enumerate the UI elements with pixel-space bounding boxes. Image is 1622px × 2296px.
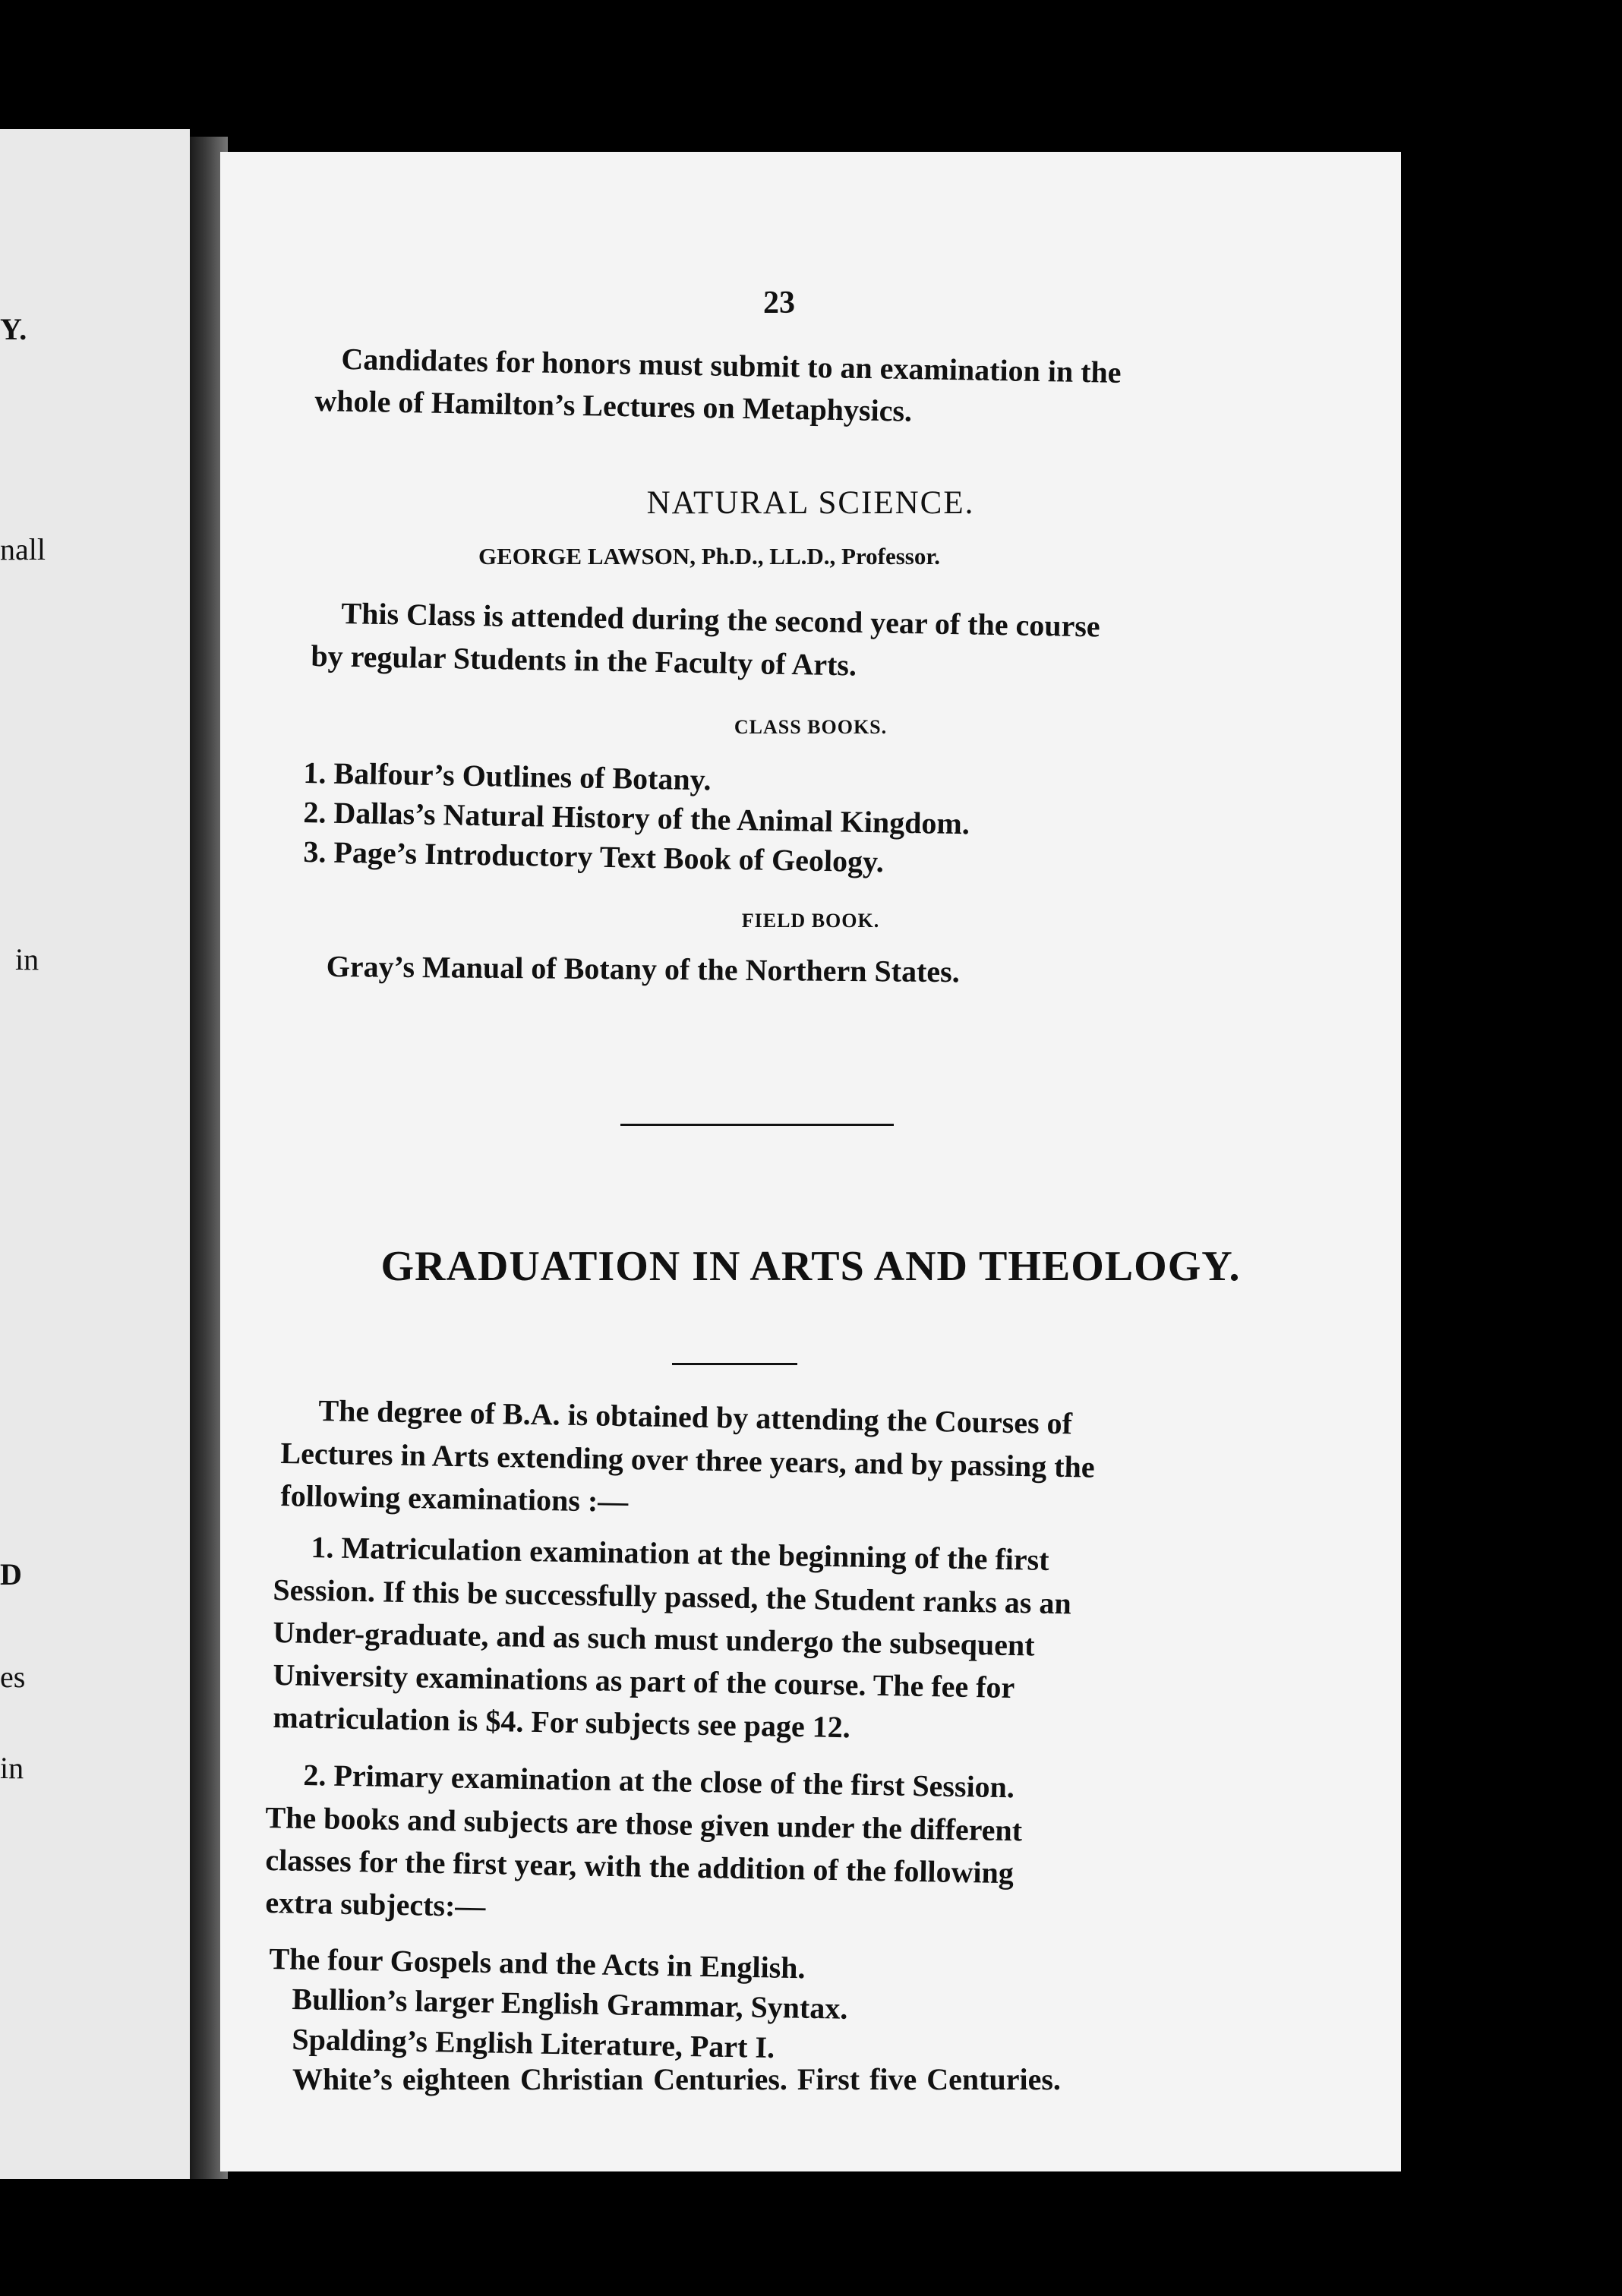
paragraph-line: The books and subjects are those given under the different bbox=[265, 1799, 1023, 1848]
subject-item: Spalding’s English Literature, Part I. bbox=[292, 2021, 775, 2065]
field-book-item: Gray’s Manual of Botany of the Northern States. bbox=[326, 948, 960, 989]
paragraph-line: Under-graduate, and as such must undergo the subsequent bbox=[273, 1614, 1035, 1663]
paragraph-line: University examinations as part of the course. The fee for bbox=[273, 1657, 1015, 1705]
field-book-heading: FIELD BOOK. bbox=[741, 910, 880, 932]
subject-item: White’s eighteen Christian Centuries. First five Centuries. bbox=[292, 2062, 1061, 2096]
page-number: 23 bbox=[763, 285, 795, 320]
class-book-item: 1. Balfour’s Outlines of Botany. bbox=[303, 755, 712, 797]
paragraph-line: The degree of B.A. is obtained by attending the Courses of bbox=[318, 1392, 1073, 1441]
facing-page-text: nall bbox=[0, 532, 46, 566]
subject-item: Bullion’s larger English Grammar, Syntax. bbox=[292, 1981, 848, 2026]
facing-page-text: es bbox=[0, 1660, 26, 1694]
section-title-natural-science: NATURAL SCIENCE. bbox=[646, 485, 975, 521]
professor-line: GEORGE LAWSON, Ph.D., LL.D., Professor. bbox=[478, 543, 941, 569]
paragraph-line: 2. Primary examination at the close of the first Session. bbox=[303, 1757, 1015, 1805]
facing-page-fragment bbox=[0, 129, 190, 2179]
section-divider bbox=[620, 1124, 894, 1126]
paragraph-line: Session. If this be successfully passed, the Student ranks as an bbox=[273, 1572, 1072, 1621]
facing-page-text: in bbox=[0, 1751, 24, 1785]
class-book-item: 2. Dallas’s Natural History of the Animal Kingdom. bbox=[303, 794, 970, 841]
class-book-item: 3. Page’s Introductory Text Book of Geology. bbox=[303, 834, 885, 879]
facing-page-text: in bbox=[15, 942, 39, 976]
facing-page-text: Y. bbox=[0, 312, 27, 346]
paragraph-line: by regular Students in the Faculty of Arts. bbox=[311, 638, 857, 683]
book-page bbox=[220, 152, 1401, 2171]
paragraph-line: Lectures in Arts extending over three years, and by passing the bbox=[280, 1435, 1095, 1484]
paragraph-line: following examinations :— bbox=[280, 1478, 629, 1519]
paragraph-line: 1. Matriculation examination at the beginning of the first bbox=[311, 1529, 1049, 1577]
facing-page-text: D bbox=[0, 1557, 22, 1591]
paragraph-line: classes for the first year, with the addition of the following bbox=[265, 1842, 1015, 1891]
intro-line: whole of Hamilton’s Lectures on Metaphysics. bbox=[314, 383, 913, 428]
intro-line: Candidates for honors must submit to an examination in the bbox=[341, 341, 1122, 390]
subject-item: The four Gospels and the Acts in English. bbox=[269, 1941, 806, 1985]
paragraph-line: matriculation is $4. For subjects see page 12. bbox=[273, 1699, 851, 1745]
paragraph-line: extra subjects:— bbox=[265, 1884, 486, 1924]
paragraph-line: This Class is attended during the second year of the course bbox=[341, 595, 1101, 644]
section-title-graduation: GRADUATION IN ARTS AND THEOLOGY. bbox=[380, 1243, 1241, 1290]
class-books-heading: CLASS BOOKS. bbox=[734, 716, 888, 738]
title-underline bbox=[672, 1363, 797, 1365]
